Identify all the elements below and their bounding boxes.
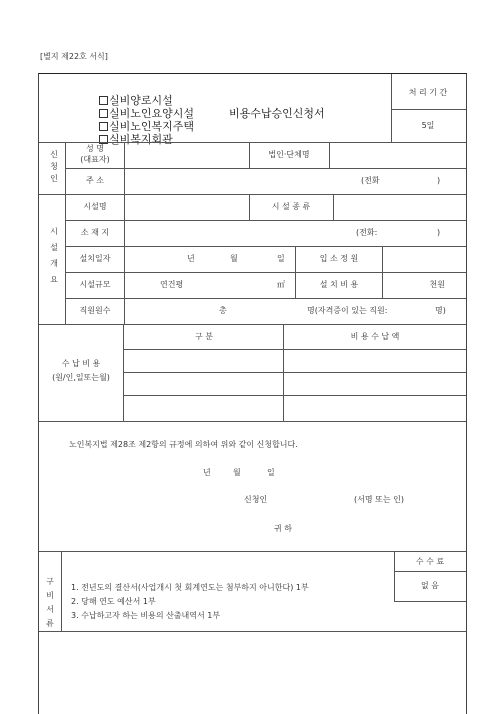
fee-value: 없 음 (421, 581, 439, 590)
applicant-address-field[interactable] (125, 169, 465, 193)
attachment-list (71, 581, 309, 623)
signature-label: (서명 또는 인) (354, 495, 404, 504)
applicant-phone-label: (전화 (361, 176, 380, 185)
qualified-staff-label: 명(자격증이 있는 직원: (307, 306, 388, 315)
staff-count-label: 직원원수 (79, 306, 111, 315)
fee-category-cell[interactable] (124, 373, 282, 394)
facility-scale-label: 시설규모 (79, 280, 111, 289)
fee-label: 수 수 료 (415, 557, 445, 566)
facility-kind-option[interactable]: 실비복지회관 (99, 133, 194, 146)
fees-label: 수 납 비 용 (61, 359, 101, 368)
install-cost-label: 설 치 비 용 (319, 280, 359, 289)
capacity-field[interactable] (383, 247, 465, 271)
install-date-label: 설치일자 (79, 254, 111, 263)
facility-type-field[interactable] (334, 195, 465, 219)
checkbox-icon[interactable] (99, 109, 108, 118)
facility-kind-option[interactable]: 실비양로시설 (99, 94, 194, 107)
facility-kind-option[interactable]: 실비노인요양시설 (99, 107, 194, 120)
applicant-section-label: 신 청 인 (50, 150, 58, 183)
list-item: 2. 당해 연도 예산서 1부 (71, 597, 156, 606)
facility-name-field[interactable] (125, 195, 249, 219)
fee-amount-cell[interactable] (284, 396, 465, 420)
facility-section-label: 시 설 개 요 (50, 227, 58, 284)
application-form: 실비양로시설 실비노인요양시설 실비노인복지주택 실비복지회관 비용수납승인신청서 처 리 기 간 5일 신 청 인 성 명 (대표자) 법인·단체명 주 소 (전화 ) 시 설 개 요 시설명 시 설 종 류 소 재 지 (전화: ) 설치일자 년 월 일 입 소 정 원 시설규모 연건평 ㎡ 설 치 비 용 천원 직원원수 총 명(자격증이 있는 직원: 명) 수 납 비 용 (원/인,일또는월) 구 분 비 용 수 납 액 노인복지법 제28조 제2항의 규정에 의하여 위와 같이 신청합니다. 년 월 일 신청인 (서명 또는 인) 귀 하 구 비 서 류 수 수 료 없 음 1. 전년도의 결산서(사업개시 첫 회계연도는 첨부하지 아니한다) 1부 2. 당해 연도 예산서 1부 3. 수납하고자 하는 비용의 산출내역서 1부 (38, 73, 467, 714)
staff-count-field[interactable] (125, 299, 465, 323)
fee-amount-header: 비 용 수 납 액 (350, 332, 400, 341)
processing-period-value: 5일 (421, 121, 435, 130)
floor-area-label: 연건평 (160, 280, 184, 289)
applicant-name-field[interactable] (125, 143, 249, 167)
area-unit: ㎡ (277, 280, 285, 289)
fee-category-header: 구 분 (195, 332, 213, 341)
facility-location-label: 소 재 지 (80, 228, 110, 237)
processing-period-label: 처 리 기 간 (408, 88, 448, 97)
name-label: 성 명 (86, 144, 104, 153)
floor-area-field[interactable] (125, 273, 289, 297)
attachments-section-label: 구 비 서 류 (46, 577, 54, 628)
fee-category-cell[interactable] (124, 396, 282, 420)
address-label: 주 소 (86, 176, 104, 185)
applicant-sign-field[interactable] (274, 490, 354, 508)
checkbox-icon[interactable] (99, 96, 108, 105)
list-item: 3. 수납하고자 하는 비용의 산출내역서 1부 (71, 611, 221, 620)
fees-sub-label: (원/인,일또는월) (52, 373, 110, 382)
declaration-text: 노인복지법 제28조 제2항의 규정에 의하여 위와 같이 신청합니다. (69, 440, 298, 449)
fee-amount-cell[interactable] (284, 350, 465, 371)
name-sub-label: (대표자) (80, 155, 110, 164)
form-title: 비용수납승인신청서 (229, 107, 325, 120)
capacity-label: 입 소 정 원 (319, 254, 359, 263)
corporation-name-field[interactable] (330, 143, 465, 167)
facility-kind-checklist (99, 94, 194, 146)
cost-unit: 천원 (429, 280, 445, 289)
install-date-field[interactable] (125, 247, 289, 271)
facility-location-field[interactable] (125, 221, 465, 245)
facility-kind-option[interactable]: 실비노인복지주택 (99, 120, 194, 133)
corporation-name-label: 법인·단체명 (268, 150, 310, 159)
facility-type-label: 시 설 종 류 (271, 202, 311, 211)
fee-category-cell[interactable] (124, 350, 282, 371)
form-reference: [별지 제22호 서식] (40, 52, 108, 61)
facility-phone-label: (전화: (356, 228, 378, 237)
install-cost-field[interactable] (383, 273, 465, 297)
addressee-label: 귀 하 (274, 524, 292, 533)
applicant-sign-label: 신청인 (244, 495, 268, 504)
checkbox-icon[interactable] (99, 122, 108, 131)
fee-amount-cell[interactable] (284, 373, 465, 394)
list-item: 1. 전년도의 결산서(사업개시 첫 회계연도는 첨부하지 아니한다) 1부 (71, 583, 309, 592)
facility-name-label: 시설명 (83, 202, 107, 211)
